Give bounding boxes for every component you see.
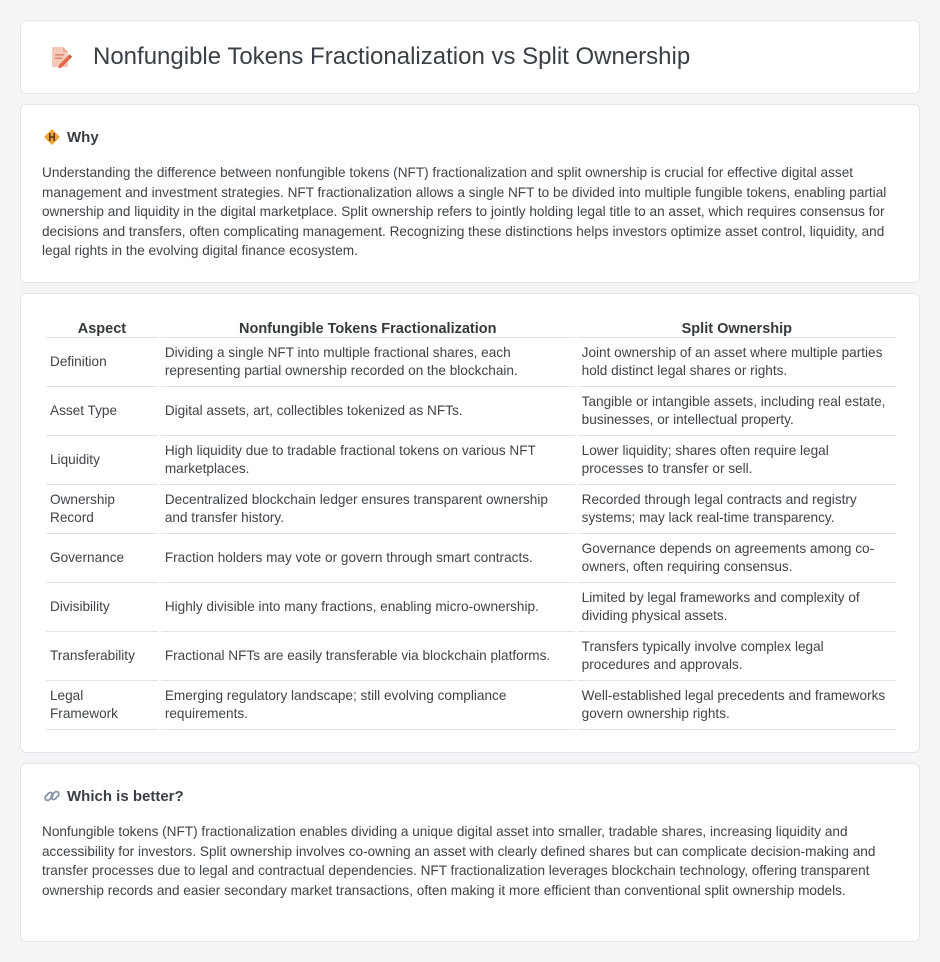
nft-cell: Fraction holders may vote or govern through smart contracts.: [161, 534, 575, 583]
nft-cell: Digital assets, art, collectibles tokenized as NFTs.: [161, 387, 575, 436]
aspect-cell: Asset Type: [46, 387, 158, 436]
why-body: Understanding the difference between nonfungible tokens (NFT) fractionalization and split ownership is crucial for effective digital asset management and investment strategies. NFT fractionalization allows a single NFT to be divided into multiple fungible tokens, enabling partial ownership and liquidity in the digital marketplace. Split ownership refers to jointly holding legal title to an asset, which requires consensus for decisions and transfers, often complicating management. Recognizing these distinctions helps investors optimize asset control, liquidity, and legal rights in the evolving digital finance ecosystem.: [42, 165, 887, 259]
nft-cell: Fractional NFTs are easily transferable via blockchain platforms.: [161, 632, 575, 681]
document-pencil-icon: [47, 44, 73, 70]
table-row: [46, 632, 896, 681]
why-heading: Why: [67, 128, 99, 146]
split-cell: Tangible or intangible assets, including real estate, businesses, or intellectual property.: [578, 387, 896, 436]
diamond-warning-icon: [43, 128, 61, 146]
aspect-cell: Legal Framework: [46, 681, 158, 730]
better-body: Nonfungible tokens (NFT) fractionalization enables dividing a unique digital asset into smaller, tradable shares, increasing liquidity and accessibility for investors. Split ownership involves co-owning an asset with clearly defined shares but can complicate decision-making and transfer processes due to legal and contractual dependencies. NFT fractionalization leverages blockchain technology, offering transparent ownership records and easier secondary market transactions, often making it more efficient than conventional split ownership models.: [42, 824, 876, 898]
aspect-cell: Definition: [46, 338, 158, 387]
table-row: [46, 436, 896, 485]
why-section: [20, 104, 920, 283]
aspect-cell: Divisibility: [46, 583, 158, 632]
comparison-card: [20, 293, 920, 753]
which-is-better-section: [20, 763, 920, 942]
table-row: [46, 681, 896, 730]
split-cell: Governance depends on agreements among co-owners, often requiring consensus.: [578, 534, 896, 583]
nft-cell: Dividing a single NFT into multiple fractional shares, each representing partial ownership recorded on the blockchain.: [161, 338, 575, 387]
header-nft-fractionalization: Nonfungible Tokens Fractionalization: [161, 316, 575, 338]
header-aspect: Aspect: [46, 316, 158, 338]
nft-cell: Decentralized blockchain ledger ensures transparent ownership and transfer history.: [161, 485, 575, 534]
split-cell: Well-established legal precedents and frameworks govern ownership rights.: [578, 681, 896, 730]
aspect-cell: Governance: [46, 534, 158, 583]
page-title: Nonfungible Tokens Fractionalization vs Split Ownership: [93, 43, 691, 70]
nft-cell: Highly divisible into many fractions, enabling micro-ownership.: [161, 583, 575, 632]
aspect-cell: Transferability: [46, 632, 158, 681]
table-header-row: [46, 316, 896, 338]
table-row: [46, 338, 896, 387]
table-row: [46, 485, 896, 534]
split-cell: Limited by legal frameworks and complexity of dividing physical assets.: [578, 583, 896, 632]
title-card: [20, 20, 920, 94]
comparison-table: [43, 316, 899, 730]
link-icon: [43, 787, 61, 805]
header-split-ownership: Split Ownership: [578, 316, 896, 338]
split-cell: Joint ownership of an asset where multiple parties hold distinct legal shares or rights.: [578, 338, 896, 387]
better-heading: Which is better?: [67, 787, 184, 805]
split-cell: Recorded through legal contracts and registry systems; may lack real-time transparency.: [578, 485, 896, 534]
table-row: [46, 534, 896, 583]
split-cell: Transfers typically involve complex legal procedures and approvals.: [578, 632, 896, 681]
aspect-cell: Liquidity: [46, 436, 158, 485]
nft-cell: Emerging regulatory landscape; still evolving compliance requirements.: [161, 681, 575, 730]
nft-cell: High liquidity due to tradable fractional tokens on various NFT marketplaces.: [161, 436, 575, 485]
split-cell: Lower liquidity; shares often require legal processes to transfer or sell.: [578, 436, 896, 485]
table-row: [46, 583, 896, 632]
table-row: [46, 387, 896, 436]
aspect-cell: Ownership Record: [46, 485, 158, 534]
